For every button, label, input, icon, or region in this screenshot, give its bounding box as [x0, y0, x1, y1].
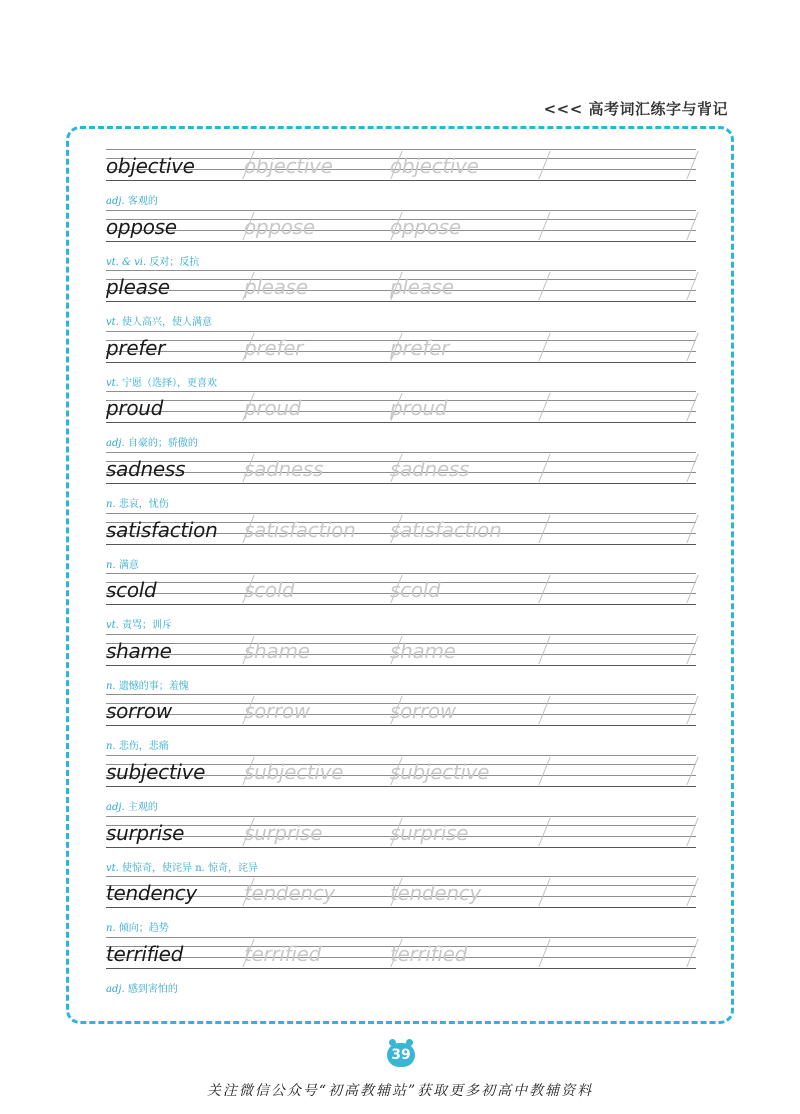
- slash-divider: [538, 393, 550, 421]
- trace-word: proud: [244, 396, 302, 421]
- trace-word: please: [244, 275, 308, 300]
- vocab-entry: [106, 147, 696, 208]
- vocab-word: sorrow: [106, 699, 172, 724]
- writing-lines: [106, 692, 696, 734]
- guide-line: [106, 210, 696, 211]
- vocab-entry: [106, 632, 696, 693]
- trace-word: surprise: [390, 820, 469, 845]
- trace-word: subjective: [390, 759, 490, 784]
- trace-word: sadness: [244, 456, 324, 481]
- trace-word: oppose: [390, 214, 461, 239]
- slash-divider: [538, 151, 550, 179]
- base-line: [106, 907, 696, 908]
- base-line: [106, 544, 696, 545]
- guide-line: [106, 937, 696, 938]
- trace-word: surprise: [244, 820, 323, 845]
- definition: 自豪的；骄傲的: [127, 438, 198, 450]
- base-line: [106, 847, 696, 848]
- writing-lines: [106, 571, 696, 613]
- trace-word: satisfaction: [244, 517, 356, 542]
- trace-word: subjective: [244, 759, 344, 784]
- vocab-word: scold: [106, 578, 157, 603]
- footer-note: 关注微信公众号“初高教辅站”获取更多初高中教辅资料: [206, 1083, 594, 1099]
- vocab-word: objective: [106, 154, 195, 178]
- writing-lines: [106, 753, 696, 795]
- slash-divider: [538, 515, 550, 543]
- vocab-meaning: [106, 737, 169, 752]
- writing-lines: [106, 329, 696, 371]
- part-of-speech: adj.: [106, 438, 125, 450]
- guide-line: [106, 149, 696, 150]
- vocab-word: subjective: [106, 759, 206, 784]
- trace-word: sorrow: [390, 699, 456, 724]
- writing-lines: [106, 389, 696, 431]
- vocab-meaning: [106, 253, 199, 268]
- guide-line: [106, 452, 696, 453]
- vocab-meaning: [106, 919, 169, 934]
- vocab-entry: [106, 208, 696, 269]
- trace-word: tendency: [390, 881, 481, 906]
- guide-line: [106, 876, 696, 877]
- definition: 宁愿（选择），更喜欢: [122, 377, 218, 389]
- trace-word: scold: [390, 578, 441, 603]
- page-number: 39: [391, 1047, 411, 1063]
- trace-word: sadness: [390, 456, 470, 481]
- vocab-entry: [106, 389, 696, 450]
- part-of-speech: vt. & vi.: [106, 256, 147, 268]
- definition: 悲哀，忧伤: [118, 498, 169, 510]
- writing-lines: [106, 814, 696, 856]
- vocab-meaning: [106, 192, 158, 207]
- part-of-speech: vt.: [106, 377, 119, 389]
- page-number-badge: [387, 1043, 415, 1067]
- vocab-meaning: [106, 434, 198, 449]
- base-line: [106, 968, 696, 969]
- trace-word: objective: [244, 154, 333, 178]
- trace-word: terrified: [244, 941, 322, 966]
- vocab-entry: [106, 511, 696, 572]
- vocabulary-list: [106, 147, 696, 995]
- trace-word: sorrow: [244, 699, 310, 724]
- vocab-entry: [106, 450, 696, 511]
- vocab-entry: [106, 753, 696, 814]
- part-of-speech: n.: [106, 498, 116, 510]
- base-line: [106, 180, 696, 181]
- guide-line: [106, 816, 696, 817]
- vocab-meaning: [106, 556, 139, 571]
- slash-divider: [538, 878, 550, 906]
- slash-divider: [538, 636, 550, 664]
- slash-divider: [538, 333, 550, 361]
- part-of-speech: adj.: [106, 983, 125, 995]
- vocab-meaning: [106, 374, 217, 389]
- writing-lines: [106, 268, 696, 310]
- vocab-meaning: [106, 798, 158, 813]
- trace-word: oppose: [244, 214, 315, 239]
- part-of-speech: n.: [106, 680, 116, 692]
- slash-divider: [538, 575, 550, 603]
- part-of-speech: adj.: [106, 801, 125, 813]
- vocab-word: oppose: [106, 214, 177, 239]
- base-line: [106, 725, 696, 726]
- vocab-entry: [106, 329, 696, 390]
- writing-lines: [106, 874, 696, 916]
- part-of-speech: vt.: [106, 862, 119, 874]
- vocab-word: terrified: [106, 941, 184, 966]
- definition: 客观的: [127, 196, 158, 207]
- slash-divider: [538, 454, 550, 482]
- vocab-meaning: [106, 677, 189, 692]
- slash-divider: [538, 696, 550, 724]
- definition: 反对；反抗: [149, 256, 200, 268]
- guide-line: [106, 755, 696, 756]
- slash-divider: [538, 757, 550, 785]
- base-line: [106, 301, 696, 302]
- guide-line: [106, 634, 696, 635]
- definition: 使人高兴，使人满意: [122, 317, 213, 329]
- definition: 倾向；趋势: [118, 923, 169, 935]
- trace-word: prefer: [244, 335, 303, 360]
- vocab-word: sadness: [106, 456, 186, 481]
- definition: 责骂；训斥: [122, 620, 173, 632]
- vocab-entry: [106, 814, 696, 875]
- vocab-word: shame: [106, 638, 172, 663]
- guide-line: [106, 573, 696, 574]
- vocab-word: satisfaction: [106, 517, 218, 542]
- guide-line: [106, 331, 696, 332]
- vocab-meaning: [106, 980, 178, 995]
- vocab-word: proud: [106, 396, 164, 421]
- base-line: [106, 483, 696, 484]
- trace-word: prefer: [390, 335, 449, 360]
- part-of-speech: vt.: [106, 317, 119, 329]
- vocab-entry: [106, 268, 696, 329]
- vocab-entry: [106, 571, 696, 632]
- vocab-word: surprise: [106, 820, 185, 845]
- definition: 感到害怕的: [127, 983, 178, 995]
- base-line: [106, 665, 696, 666]
- definition: 悲伤，悲痛: [118, 741, 169, 753]
- trace-word: satisfaction: [390, 517, 502, 542]
- vocab-entry: [106, 874, 696, 935]
- writing-lines: [106, 450, 696, 492]
- base-line: [106, 422, 696, 423]
- slash-divider: [538, 939, 550, 967]
- page-header-title: <<< 高考词汇练字与背记: [543, 100, 728, 118]
- vocab-word: tendency: [106, 881, 197, 906]
- vocab-word: please: [106, 275, 170, 300]
- vocab-word: prefer: [106, 335, 165, 360]
- trace-word: tendency: [244, 881, 335, 906]
- vocab-meaning: [106, 859, 258, 874]
- writing-lines: [106, 511, 696, 553]
- writing-lines: [106, 935, 696, 977]
- definition: 主观的: [127, 801, 158, 813]
- base-line: [106, 604, 696, 605]
- part-of-speech: adj.: [106, 196, 125, 207]
- trace-word: shame: [244, 638, 310, 663]
- guide-line: [106, 513, 696, 514]
- part-of-speech: n.: [106, 559, 116, 571]
- definition: 遗憾的事；羞愧: [118, 680, 189, 692]
- trace-word: shame: [390, 638, 456, 663]
- slash-divider: [538, 272, 550, 300]
- part-of-speech: vt.: [106, 620, 119, 632]
- vocab-meaning: [106, 495, 169, 510]
- definition: 使惊奇，使诧异 n. 惊奇，诧异: [122, 862, 259, 874]
- base-line: [106, 362, 696, 363]
- part-of-speech: n.: [106, 741, 116, 753]
- trace-word: objective: [390, 154, 479, 178]
- base-line: [106, 241, 696, 242]
- vocab-entry: [106, 692, 696, 753]
- vocab-meaning: [106, 616, 172, 631]
- trace-word: terrified: [390, 941, 468, 966]
- vocab-meaning: [106, 313, 212, 328]
- slash-divider: [538, 212, 550, 240]
- writing-lines: [106, 147, 696, 189]
- part-of-speech: n.: [106, 923, 116, 935]
- trace-word: please: [390, 275, 454, 300]
- base-line: [106, 786, 696, 787]
- vocab-entry: [106, 935, 696, 996]
- slash-divider: [538, 818, 550, 846]
- definition: 满意: [118, 559, 139, 571]
- writing-lines: [106, 208, 696, 250]
- writing-lines: [106, 632, 696, 674]
- trace-word: scold: [244, 578, 295, 603]
- trace-word: proud: [390, 396, 448, 421]
